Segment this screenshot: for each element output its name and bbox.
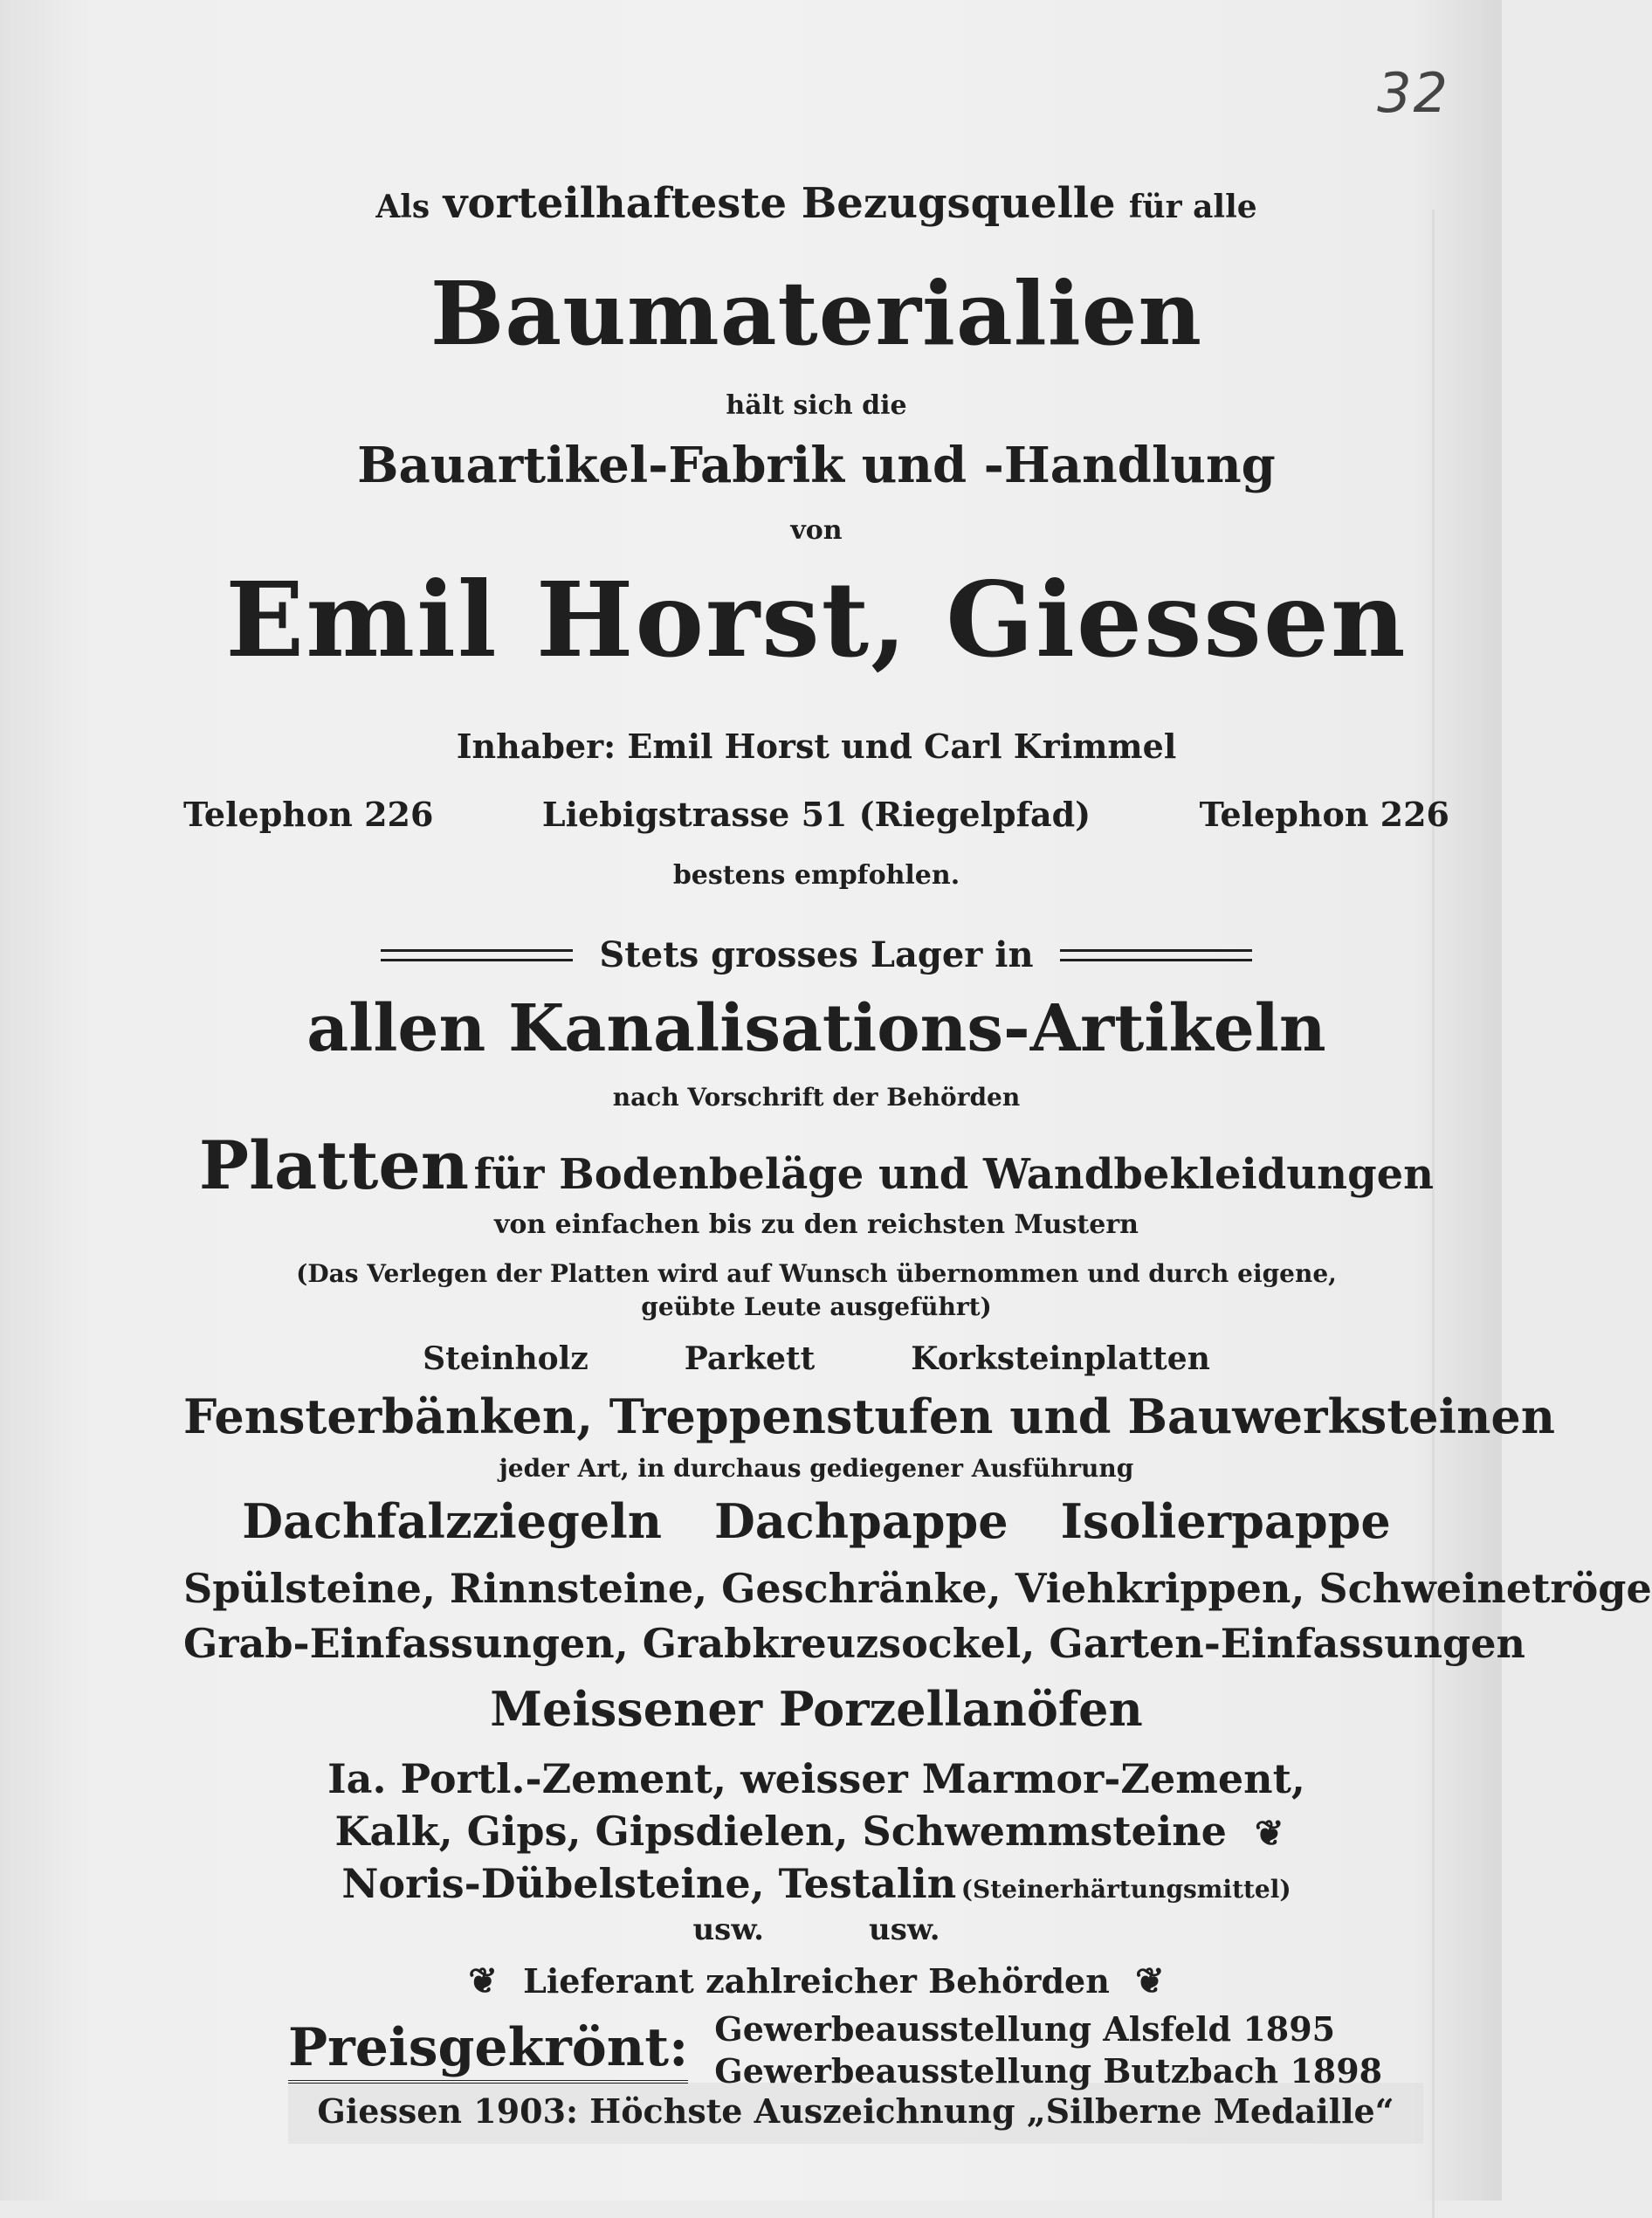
- final-line: Giessen 1903: Höchste Auszeichnung „Silberne Medaille“: [317, 2091, 1394, 2131]
- von-text: von: [790, 515, 843, 546]
- products-row-9-note: (Steinerhärtungsmittel): [960, 1875, 1291, 1904]
- platten-big: Platten: [198, 1126, 470, 1204]
- laying-note-2: geübte Leute ausgeführt): [641, 1292, 992, 1321]
- products-row-4: Spülsteine, Rinnsteine, Geschränke, Viehkrippen, Schweinetröge: [183, 1565, 1652, 1612]
- owners-line: Inhaber: Emil Horst und Carl Krimmel: [456, 727, 1177, 766]
- platten-rest: für Bodenbeläge und Wandbekleidungen: [473, 1150, 1435, 1199]
- platten-row: [183, 1126, 1449, 1204]
- product-dachpappe: Dachpappe: [714, 1493, 1008, 1549]
- intro-line: [183, 179, 1449, 228]
- phone-left: Telephon 226: [183, 795, 434, 834]
- phone-right: Telephon 226: [1199, 795, 1449, 834]
- products-row-1: [183, 1340, 1449, 1377]
- headline-baumaterialien: Baumaterialien: [430, 262, 1203, 365]
- products-row-9-main: Noris-Dübelsteine, Testalin: [341, 1860, 957, 1907]
- stock-note: nach Vorschrift der Behörden: [612, 1083, 1021, 1112]
- supplier-row: [183, 1960, 1449, 2001]
- products-row-6: Meissener Porzellanöfen: [490, 1681, 1143, 1737]
- supplier-text: Lieferant zahlreicher Behörden: [523, 1961, 1110, 2001]
- product-parkett: Parkett: [684, 1340, 816, 1377]
- haelt-sich-die: hält sich die: [726, 390, 907, 421]
- rule-left: [381, 949, 573, 961]
- leaf-ornament-right-icon: ❦: [1135, 1960, 1165, 2001]
- awards-label: Preisgekrönt:: [288, 2017, 688, 2084]
- company-name: Emil Horst, Giessen: [225, 559, 1408, 680]
- products-row-2: Fensterbänken, Treppenstufen und Bauwerksteinen: [183, 1388, 1556, 1444]
- page-number: 32: [1377, 61, 1449, 125]
- awards-list: [714, 2008, 1382, 2092]
- award-butzbach: Gewerbeausstellung Butzbach 1898: [714, 2051, 1383, 2091]
- award-alsfeld: Gewerbeausstellung Alsfeld 1895: [714, 2009, 1336, 2049]
- kanalisations-headline: allen Kanalisations-Artikeln: [306, 991, 1326, 1066]
- contact-row: [183, 795, 1449, 834]
- laying-note-1: (Das Verlegen der Platten wird auf Wunsch übernommen und durch eigene,: [296, 1259, 1337, 1288]
- products-row-5: Grab-Einfassungen, Grabkreuzsockel, Garten-Einfassungen: [183, 1620, 1525, 1667]
- intro-fuer-alle: für alle: [1128, 189, 1257, 225]
- products-row-8-text: Kalk, Gips, Gipsdielen, Schwemmsteine: [334, 1808, 1227, 1855]
- fabrik-handlung: Bauartikel-Fabrik und -Handlung: [357, 437, 1276, 494]
- product-isolierpappe: Isolierpappe: [1060, 1493, 1391, 1549]
- product-korksteinplatten: Korksteinplatten: [911, 1340, 1210, 1377]
- usw-row: [183, 1912, 1449, 1947]
- awards-block: [288, 2008, 1423, 2092]
- address: Liebigstrasse 51 (Riegelpfad): [541, 795, 1091, 834]
- products-row-9: [183, 1860, 1449, 1907]
- product-steinholz: Steinholz: [423, 1340, 589, 1377]
- platten-note: von einfachen bis zu den reichsten Mustern: [493, 1209, 1139, 1240]
- products-row-7: Ia. Portl.-Zement, weisser Marmor-Zement,: [327, 1755, 1305, 1802]
- intro-bezugsquelle: vorteilhafteste Bezugsquelle: [443, 179, 1116, 228]
- rule-right: [1060, 949, 1252, 961]
- bestens-empfohlen: bestens empfohlen.: [672, 860, 960, 891]
- products-row-2-note: jeder Art, in durchaus gediegener Ausführung: [499, 1454, 1134, 1483]
- products-row-8: [183, 1808, 1449, 1855]
- products-row-3: [183, 1493, 1449, 1549]
- leaf-ornament-icon: ❦: [1254, 1813, 1284, 1854]
- stock-intro-row: [183, 934, 1449, 975]
- usw-1: usw.: [692, 1912, 764, 1947]
- leaf-ornament-left-icon: ❦: [468, 1960, 498, 2001]
- usw-2: usw.: [869, 1912, 940, 1947]
- intro-als: Als: [375, 189, 430, 225]
- product-dachfalzziegeln: Dachfalzziegeln: [242, 1493, 663, 1549]
- stock-intro: Stets grosses Lager in: [599, 934, 1034, 975]
